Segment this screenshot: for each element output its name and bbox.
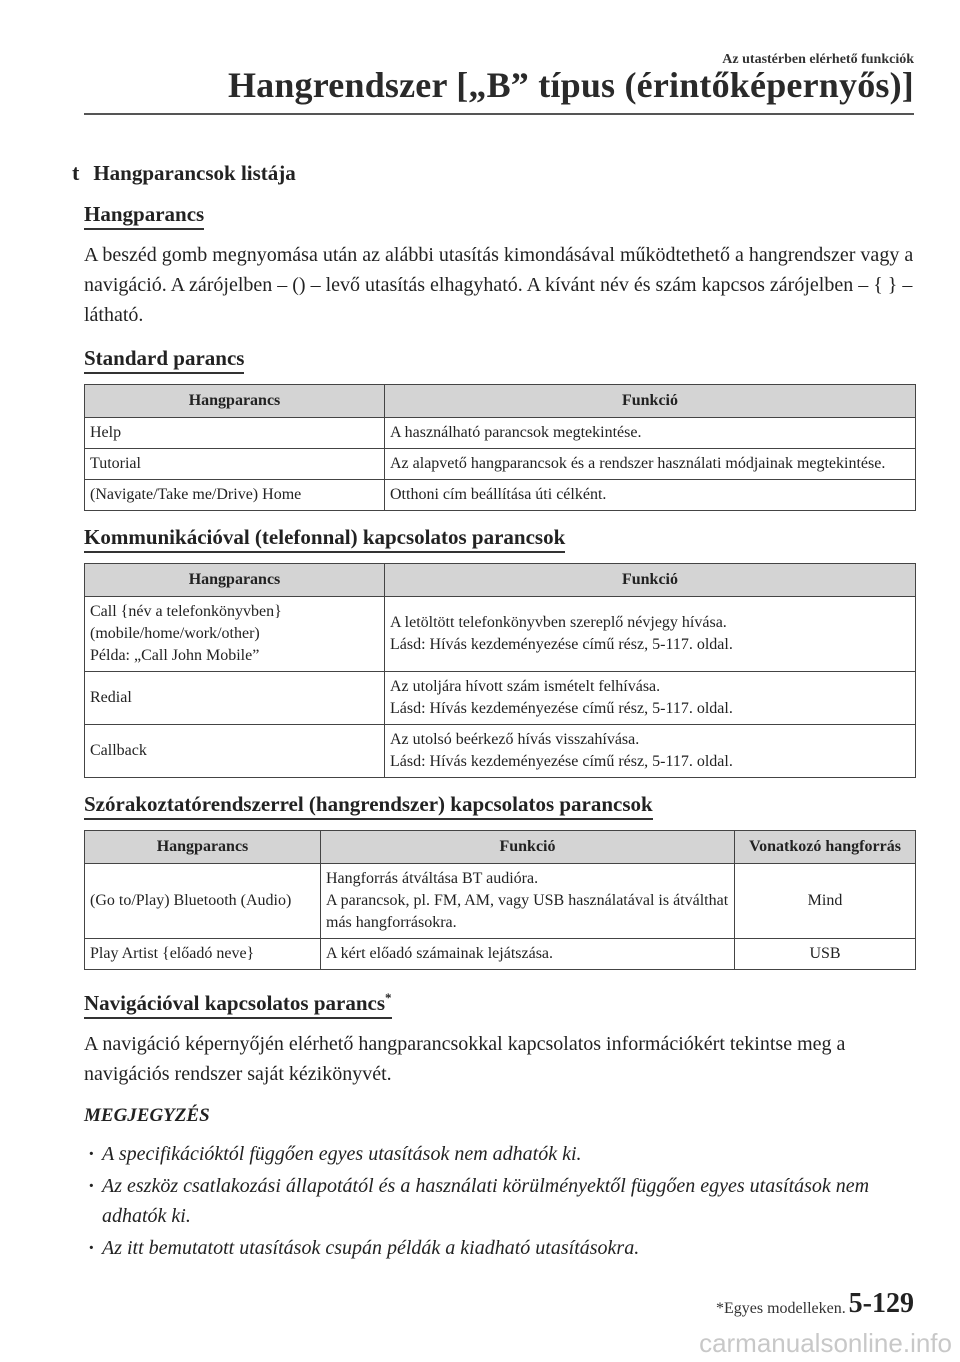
navigation-heading bbox=[84, 990, 392, 1019]
entertainment-table bbox=[84, 830, 916, 970]
entertainment-heading: Szórakoztatórendszerrel (hangrendszer) kapcsolatos parancsok bbox=[84, 792, 653, 820]
function-cell: Hangforrás átváltása BT audióra. A parancsok, pl. FM, AM, vagy USB használatával is átválthat más hangforrásokra. bbox=[321, 864, 735, 939]
footnote: *Egyes modelleken. bbox=[716, 1300, 846, 1317]
column-header: Funkció bbox=[385, 385, 916, 418]
table-row bbox=[85, 480, 916, 511]
table-row bbox=[85, 672, 916, 725]
command-cell: (Go to/Play) Bluetooth (Audio) bbox=[85, 864, 321, 939]
command-cell: Help bbox=[85, 418, 385, 449]
command-cell: Tutorial bbox=[85, 449, 385, 480]
column-header: Hangparancs bbox=[85, 564, 385, 597]
table-header-row bbox=[85, 564, 916, 597]
source-cell: USB bbox=[735, 939, 916, 970]
table-row bbox=[85, 725, 916, 778]
note-item: · A specifikációktól függően egyes utasítások nem adhatók ki. bbox=[84, 1139, 916, 1169]
communication-heading: Kommunikációval (telefonnal) kapcsolatos parancsok bbox=[84, 525, 565, 553]
page-number: 5-129 bbox=[848, 1288, 914, 1319]
watermark: carmanualsonline.info bbox=[699, 1328, 952, 1358]
section-label: Az utastérben elérhető funkciók bbox=[722, 52, 914, 67]
function-cell: Az alapvető hangparancsok és a rendszer használati módjainak megtekintése. bbox=[385, 449, 916, 480]
function-cell: A használható parancsok megtekintése. bbox=[385, 418, 916, 449]
navigation-paragraph: A navigáció képernyőjén elérhető hangparancsokkal kapcsolatos információkért tekintse meg a navigációs rendszer saját kézikönyvét. bbox=[84, 1033, 846, 1085]
intro-paragraph: A beszéd gomb megnyomása után az alábbi utasítás kimondásával működtethető a hangrendszer vagy a navigáció. A zárójelben – () – levő utasítás elhagyható. A kívánt név és szám kapcsos zárójelben – { } – látható. bbox=[84, 244, 914, 326]
command-cell: Play Artist {előadó neve} bbox=[85, 939, 321, 970]
function-cell: A kért előadó számainak lejátszása. bbox=[321, 939, 735, 970]
table-row bbox=[85, 418, 916, 449]
hangparancs-heading: Hangparancs bbox=[84, 202, 204, 230]
section-marker-icon: t bbox=[72, 160, 80, 185]
note-title: MEGJEGYZÉS bbox=[84, 1105, 210, 1126]
source-cell: Mind bbox=[735, 864, 916, 939]
standard-heading: Standard parancs bbox=[84, 346, 244, 374]
page-content bbox=[72, 160, 916, 1265]
command-cell: Redial bbox=[85, 672, 385, 725]
note-list bbox=[84, 1139, 916, 1263]
table-row bbox=[85, 939, 916, 970]
function-cell: A letöltött telefonkönyvben szereplő névjegy hívása. Lásd: Hívás kezdeményezése című rész, 5-117. oldal. bbox=[385, 597, 916, 672]
column-header: Funkció bbox=[321, 831, 735, 864]
column-header: Funkció bbox=[385, 564, 916, 597]
column-header: Hangparancs bbox=[85, 831, 321, 864]
function-cell: Az utolsó beérkező hívás visszahívása. Lásd: Hívás kezdeményezése című rész, 5-117. oldal. bbox=[385, 725, 916, 778]
table-row bbox=[85, 597, 916, 672]
section-heading bbox=[72, 160, 916, 186]
section-title: Hangparancsok listája bbox=[93, 160, 296, 185]
note-item: · Az eszköz csatlakozási állapotától és a használati körülményektől függően egyes utasítások nem adhatók ki. bbox=[84, 1171, 916, 1231]
table-header-row bbox=[85, 831, 916, 864]
table-row bbox=[85, 449, 916, 480]
table-row bbox=[85, 864, 916, 939]
function-cell: Otthoni cím beállítása úti célként. bbox=[385, 480, 916, 511]
command-cell: (Navigate/Take me/Drive) Home bbox=[85, 480, 385, 511]
column-header: Vonatkozó hangforrás bbox=[735, 831, 916, 864]
footnote-star: * bbox=[385, 990, 392, 1005]
column-header: Hangparancs bbox=[85, 385, 385, 418]
note-item: · Az itt bemutatott utasítások csupán példák a kiadható utasításokra. bbox=[84, 1233, 916, 1263]
page-title: Hangrendszer [„B” típus (érintőképernyős)] bbox=[227, 65, 914, 105]
table-header-row bbox=[85, 385, 916, 418]
command-cell: Callback bbox=[85, 725, 385, 778]
function-cell: Az utoljára hívott szám ismételt felhívása. Lásd: Hívás kezdeményezése című rész, 5-117. oldal. bbox=[385, 672, 916, 725]
header-divider bbox=[84, 113, 914, 115]
navigation-heading-text: Navigációval kapcsolatos parancs bbox=[84, 991, 386, 1015]
communication-table bbox=[84, 563, 916, 778]
command-cell: Call {név a telefonkönyvben} (mobile/home/work/other) Példa: „Call John Mobile” bbox=[85, 597, 385, 672]
standard-table bbox=[84, 384, 916, 511]
